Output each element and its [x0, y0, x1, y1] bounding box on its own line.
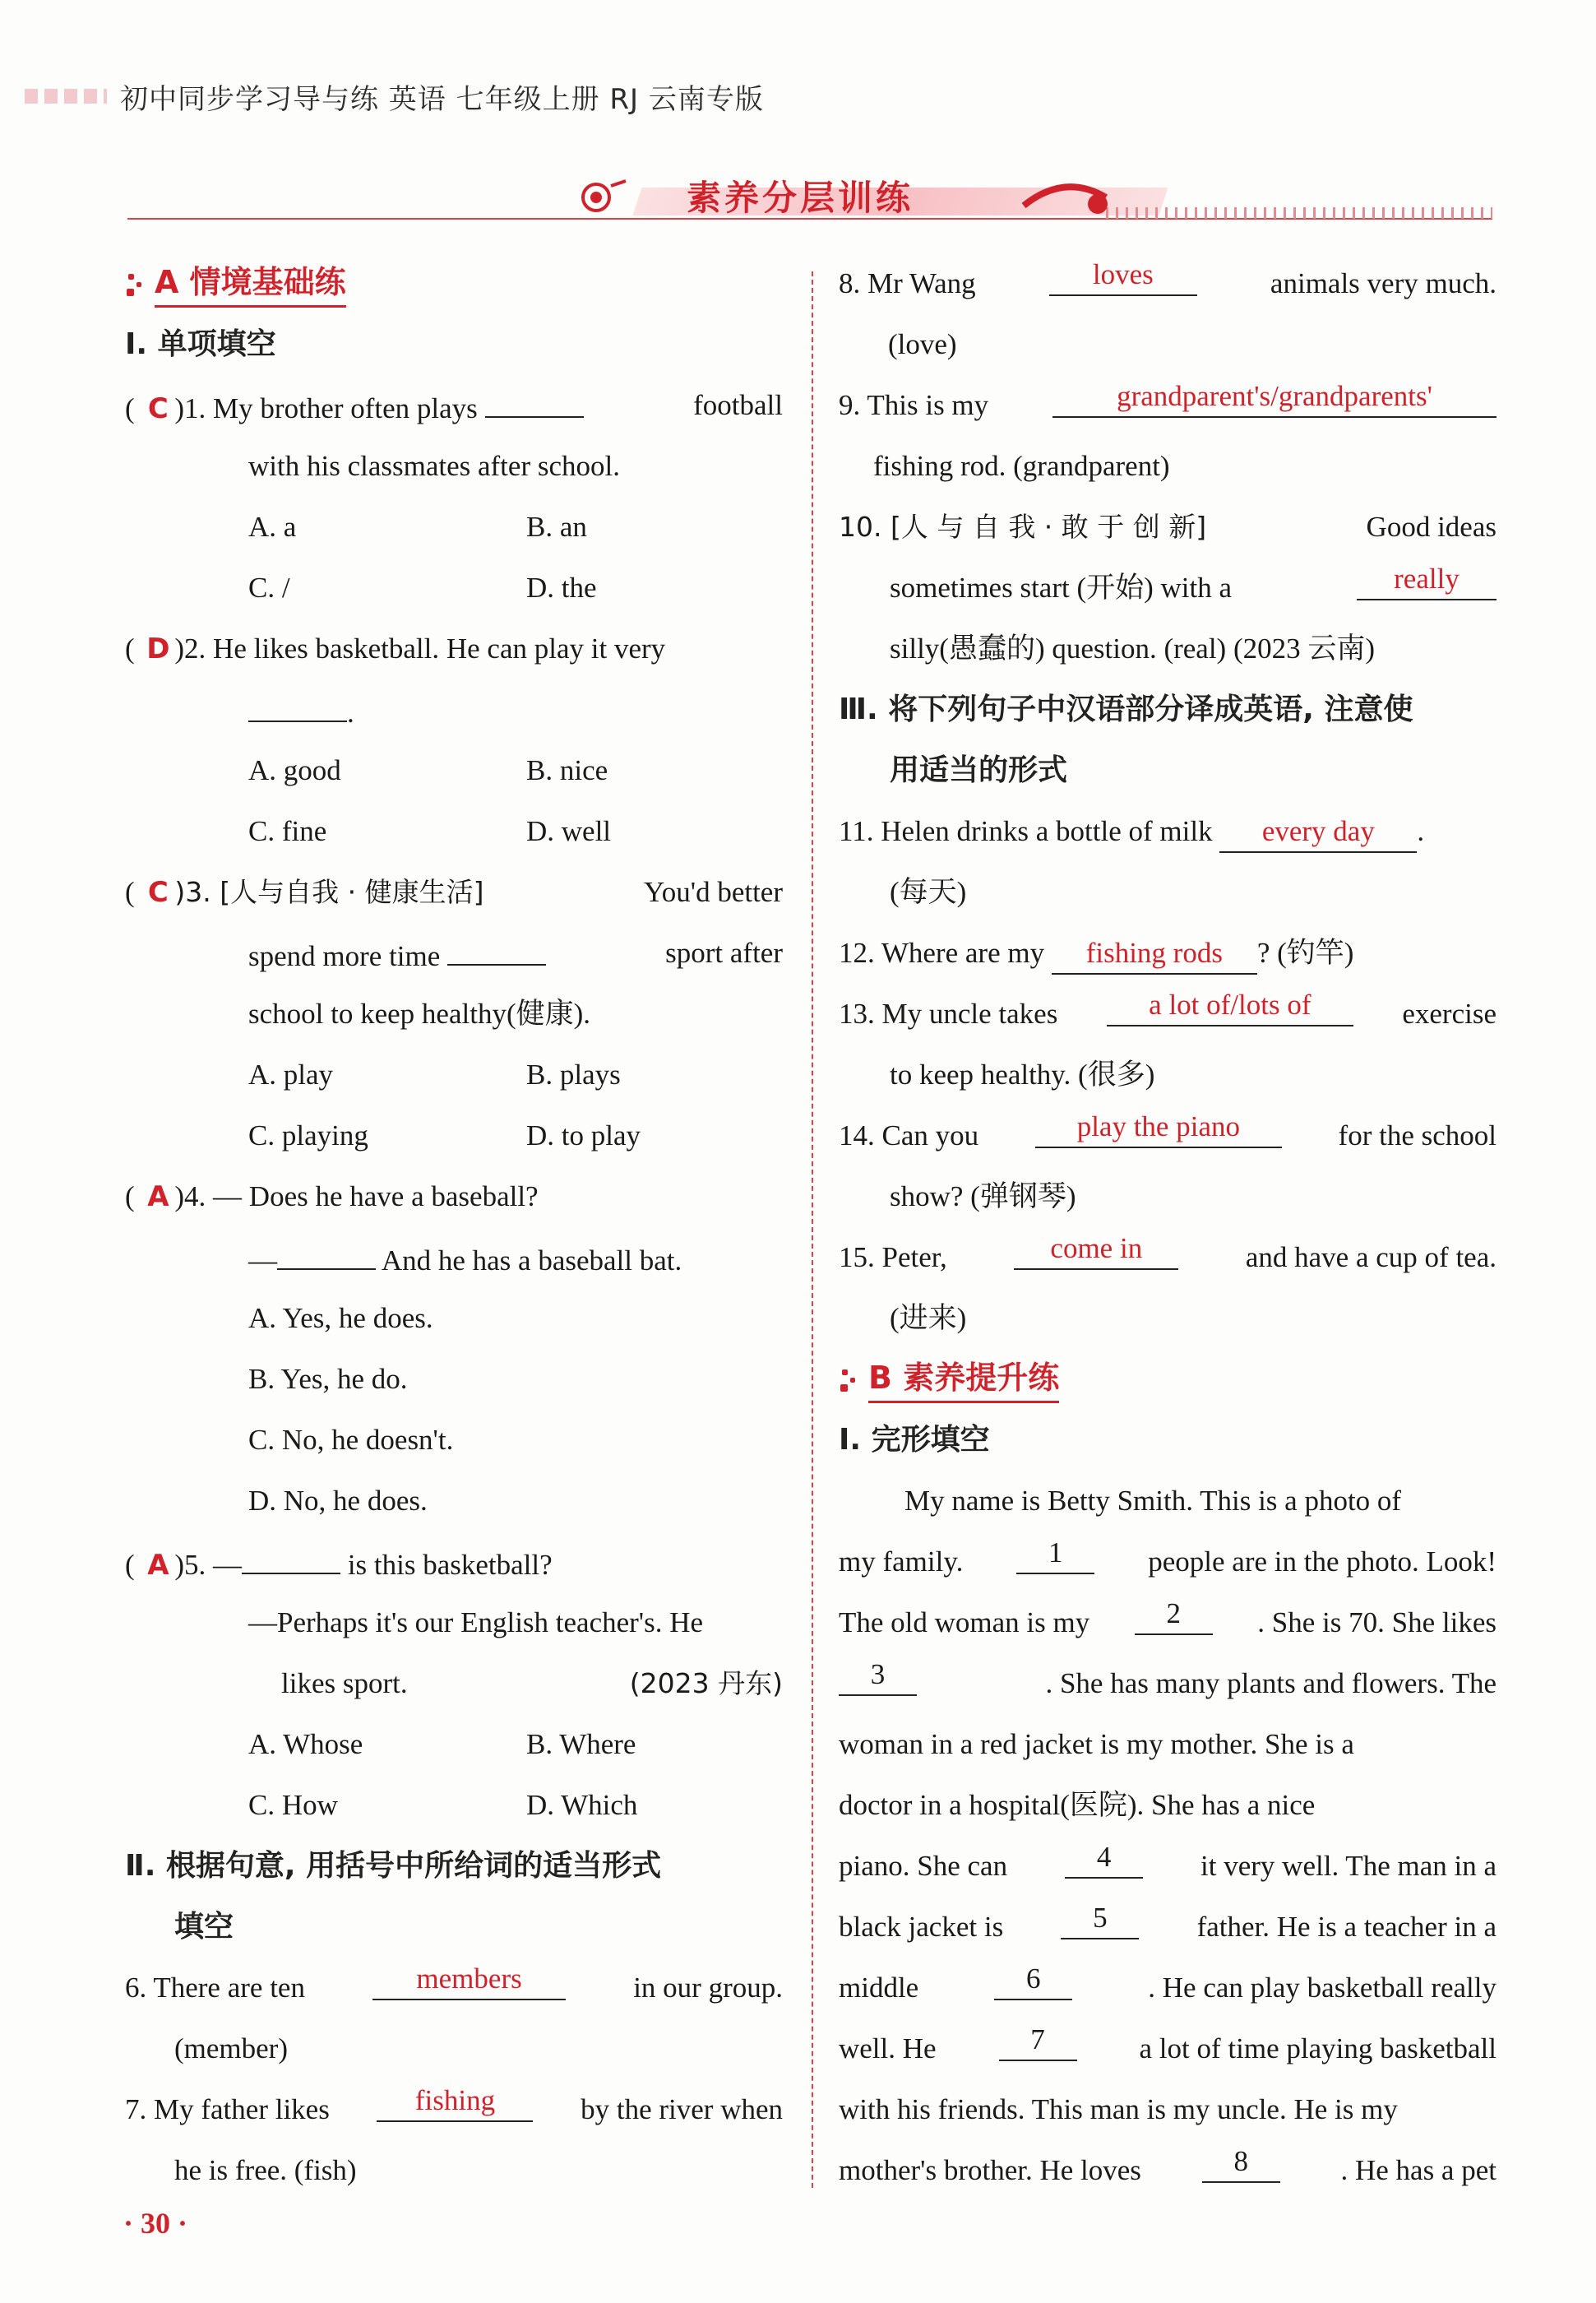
q7-answer: fishing	[414, 2084, 496, 2116]
q12-answer: fishing rods	[1085, 937, 1223, 969]
q5-option-b[interactable]: B. Where	[526, 1728, 636, 1760]
q5-options-row1	[125, 1714, 783, 1775]
q4-line2: — And he has a baseball bat.	[125, 1227, 783, 1288]
q4-line1: ( A )4. — Does he have a baseball?	[125, 1166, 783, 1227]
q6-answer: members	[416, 1962, 522, 1995]
section-1-title: Ⅰ. 单项填空	[125, 327, 276, 361]
q10-line1: 10. [人 与 自 我 · 敢 于 创 新] Good ideas	[839, 511, 1497, 543]
section-a-title: A 情境基础练	[155, 261, 346, 308]
running-header	[25, 76, 764, 117]
q1-option-c[interactable]: C. /	[248, 572, 290, 604]
section-3-title: Ⅲ. 将下列句子中汉语部分译成英语, 注意使	[839, 693, 1413, 726]
q9-line2: fishing rod. (grandparent)	[873, 450, 1170, 482]
q14-answer: play the piano	[1076, 1110, 1240, 1142]
section-b-heading	[839, 1349, 1497, 1410]
q5-option-d[interactable]: D. Which	[526, 1789, 638, 1821]
q15-blank[interactable]	[1014, 1227, 1178, 1270]
q3-blank[interactable]	[447, 923, 546, 966]
section-2-title-cont: 填空	[174, 1910, 234, 1944]
q3-option-b[interactable]: B. plays	[526, 1059, 621, 1091]
q5-blank[interactable]	[242, 1531, 340, 1574]
left-column	[125, 253, 783, 2201]
cloze-line10: well. He 7 a lot of time playing basketball	[839, 2018, 1497, 2079]
q14-blank[interactable]	[1035, 1105, 1282, 1148]
q3-option-d[interactable]: D. to play	[526, 1119, 641, 1152]
q5-options-row2	[125, 1775, 783, 1836]
q15-hint: (进来)	[890, 1302, 967, 1334]
q1-blank[interactable]	[485, 375, 584, 418]
q13-line2: to keep healthy. (很多)	[890, 1059, 1155, 1091]
q13-answer: a lot of/lots of	[1149, 989, 1311, 1021]
section-2-title: Ⅱ. 根据句意, 用括号中所给词的适当形式	[125, 1849, 662, 1883]
q5-source: (2023 丹东)	[629, 1667, 783, 1699]
q7-blank[interactable]	[377, 2079, 533, 2122]
q11-blank[interactable]	[1219, 810, 1417, 853]
q1-option-d[interactable]: D. the	[526, 572, 597, 604]
q4-option-d[interactable]: D. No, he does.	[248, 1485, 428, 1517]
cloze-line6: doctor in a hospital(医院). She has a nice	[839, 1789, 1316, 1821]
q11-answer: every day	[1261, 815, 1375, 847]
q9-blank[interactable]	[1052, 375, 1497, 418]
q7-line1: 7. My father likes fishing by the river when	[125, 2079, 783, 2140]
q5-line3: likes sport. (2023 丹东)	[125, 1653, 783, 1714]
cloze-line11: with his friends. This man is my uncle. He is my	[839, 2093, 1398, 2125]
q4-option-a[interactable]: A. Yes, he does.	[248, 1302, 433, 1334]
q2-option-b[interactable]: B. nice	[526, 754, 608, 786]
q2-blank[interactable]	[248, 679, 347, 722]
q1-option-b[interactable]: B. an	[526, 511, 587, 543]
q2-option-d[interactable]: D. well	[526, 815, 612, 847]
q15-line1: 15. Peter, come in and have a cup of tea.	[839, 1227, 1497, 1288]
banner-title: 素养分层训练	[687, 178, 914, 218]
q2-answer: D	[146, 633, 170, 665]
q3-options-row2	[125, 1105, 783, 1166]
q13-blank[interactable]	[1107, 984, 1353, 1026]
q5-line1: ( A )5. — is this basketball?	[125, 1531, 783, 1592]
q3-answer: C	[147, 876, 169, 909]
q1-options-row1	[125, 497, 783, 558]
q1-answer: C	[147, 392, 169, 425]
q9-answer: grandparent's/grandparents'	[1117, 380, 1432, 412]
cloze-line2: my family. 1 people are in the photo. Look!	[839, 1531, 1497, 1592]
q8-blank[interactable]	[1049, 253, 1197, 296]
cloze-blank-4[interactable]: 4	[1065, 1836, 1143, 1879]
banner-hatch	[1106, 207, 1492, 219]
dots-icon	[839, 1363, 863, 1396]
cloze-line7: piano. She can 4 it very well. The man in a	[839, 1836, 1497, 1897]
q4-option-b[interactable]: B. Yes, he do.	[248, 1363, 408, 1395]
q15-answer: come in	[1050, 1232, 1143, 1264]
q4-answer: A	[147, 1180, 169, 1213]
q6-hint: (member)	[174, 2032, 288, 2064]
dots-icon	[125, 267, 150, 300]
q2-line2: .	[125, 679, 783, 740]
q7-line2: he is free. (fish)	[174, 2154, 357, 2186]
cloze-blank-8[interactable]: 8	[1202, 2140, 1280, 2183]
q12-blank[interactable]	[1052, 932, 1257, 975]
cloze-line5: woman in a red jacket is my mother. She is a	[839, 1728, 1354, 1760]
cloze-blank-2[interactable]: 2	[1135, 1592, 1213, 1635]
q2-options-row2	[125, 801, 783, 862]
q3-option-a[interactable]: A. play	[248, 1059, 334, 1091]
q13-line1: 13. My uncle takes a lot of/lots of exercise	[839, 984, 1497, 1045]
q10-line2: sometimes start (开始) with a really	[839, 558, 1497, 619]
q6-line1: 6. There are ten members in our group.	[125, 1958, 783, 2018]
section-b1-title: Ⅰ. 完形填空	[839, 1423, 990, 1457]
target-icon	[571, 176, 629, 217]
q8-line1: 8. Mr Wang loves animals very much.	[839, 253, 1497, 314]
cloze-line12: mother's brother. He loves 8 . He has a pet	[839, 2140, 1497, 2201]
q2-option-c[interactable]: C. fine	[248, 815, 327, 847]
section-3-title-cont: 用适当的形式	[890, 753, 1068, 787]
q8-answer: loves	[1092, 258, 1154, 290]
q2-options-row1	[125, 740, 783, 801]
q1-options-row2	[125, 558, 783, 619]
q14-line1: 14. Can you play the piano for the school	[839, 1105, 1497, 1166]
cloze-blank-1[interactable]: 1	[1016, 1531, 1094, 1574]
q11-line1: 11. Helen drinks a bottle of milk every day .	[839, 801, 1497, 862]
q5-line2: —Perhaps it's our English teacher's. He	[248, 1606, 704, 1638]
cloze-blank-7[interactable]: 7	[999, 2018, 1077, 2061]
q5-option-c[interactable]: C. How	[248, 1789, 338, 1821]
cloze-line8: black jacket is 5 father. He is a teacher in a	[839, 1897, 1497, 1958]
section-b-title: B 素养提升练	[868, 1356, 1059, 1403]
q5-option-a[interactable]: A. Whose	[248, 1728, 363, 1760]
q2-line1: ( D )2. He likes basketball. He can play it very	[125, 619, 783, 679]
q4-option-c[interactable]: C. No, he doesn't.	[248, 1424, 454, 1456]
q2-option-a[interactable]: A. good	[248, 754, 341, 786]
cloze-blank-3[interactable]: 3	[839, 1653, 917, 1696]
cloze-line3: The old woman is my 2 . She is 70. She likes	[839, 1592, 1497, 1653]
q3-line2: spend more time sport after	[125, 923, 783, 984]
q10-line3: silly(愚蠢的) question. (real) (2023 云南)	[890, 633, 1376, 665]
q6-blank[interactable]	[372, 1958, 566, 2000]
running-title: 初中同步学习导与练 英语 七年级上册 RJ 云南专版	[120, 82, 764, 116]
page-number: · 30 ·	[123, 2207, 188, 2240]
q12-line1: 12. Where are my fishing rods ? (钓竿)	[839, 923, 1497, 984]
q3-option-c[interactable]: C. playing	[248, 1119, 368, 1152]
q5-answer: A	[147, 1549, 169, 1582]
q11-hint: (每天)	[890, 876, 967, 908]
q3-line3: school to keep healthy(健康).	[248, 998, 591, 1030]
cloze-line1: My name is Betty Smith. This is a photo of	[904, 1485, 1402, 1517]
cloze-blank-5[interactable]: 5	[1061, 1897, 1139, 1939]
cloze-blank-6[interactable]: 6	[994, 1958, 1072, 2000]
section-a-heading	[125, 253, 783, 314]
q9-line1: 9. This is my grandparent's/grandparents'	[839, 375, 1497, 436]
section-banner	[127, 164, 1492, 230]
column-divider	[812, 271, 813, 2188]
q8-hint: (love)	[888, 328, 957, 360]
header-decoration	[25, 89, 107, 104]
q4-blank[interactable]	[277, 1227, 376, 1270]
q1-line1: ( C )1. My brother often plays football	[125, 375, 783, 436]
swoosh-icon	[1015, 173, 1114, 222]
cloze-line4: 3 . She has many plants and flowers. The	[839, 1653, 1497, 1714]
q10-answer: really	[1394, 563, 1460, 595]
q1-line2: with his classmates after school.	[248, 450, 620, 482]
q3-line1: ( C )3. [人与自我 · 健康生活] You'd better	[125, 862, 783, 923]
q3-options-row1	[125, 1045, 783, 1105]
right-column	[839, 253, 1497, 2201]
q14-line2: show? (弹钢琴)	[890, 1180, 1076, 1212]
q10-blank[interactable]	[1357, 558, 1497, 600]
cloze-line9: middle 6 . He can play basketball really	[839, 1958, 1497, 2018]
q1-option-a[interactable]: A. a	[248, 511, 297, 543]
